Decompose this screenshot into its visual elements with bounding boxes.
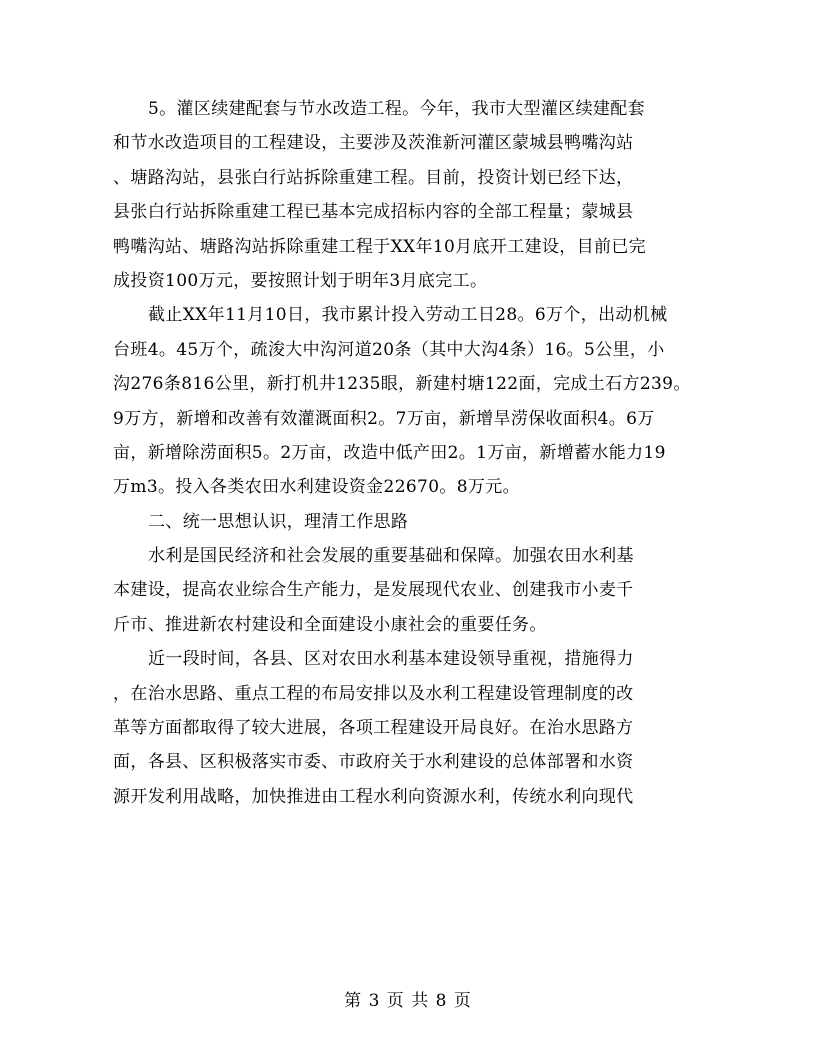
document-body bbox=[113, 92, 693, 814]
page-footer: 第 3 页 共 8 页 bbox=[344, 991, 472, 1011]
text-line: 二、统一思想认识，理清工作思路 bbox=[148, 511, 409, 532]
text-line: 水利是国民经济和社会发展的重要基础和保障。加强农田水利基 bbox=[148, 546, 634, 567]
text-line: 革等方面都取得了较大进展，各项工程建设开局良好。在治水思路方 bbox=[113, 718, 634, 739]
text-line: 9万方，新增和改善有效灌溉面积2。7万亩，新增旱涝保收面积4。6万 bbox=[113, 408, 655, 429]
text-line: 面，各县、区积极落实市委、市政府关于水利建设的总体部署和水资 bbox=[113, 752, 634, 773]
text-line: 、塘路沟站，县张白行站拆除重建工程。目前，投资计划已经下达， bbox=[113, 167, 634, 188]
text-line: 源开发利用战略，加快推进由工程水利向资源水利，传统水利向现代 bbox=[113, 786, 634, 807]
text-line: 成投资100万元，要按照计划于明年3月底完工。 bbox=[113, 270, 488, 291]
text-line: 5。灌区续建配套与节水改造工程。今年，我市大型灌区续建配套 bbox=[148, 99, 645, 119]
text-line: 本建设，提高农业综合生产能力，是发展现代农业、创建我市小麦千 bbox=[113, 580, 634, 601]
text-line: 和节水改造项目的工程建设，主要涉及茨淮新河灌区蒙城县鸭嘴沟站 bbox=[113, 133, 634, 154]
text-line: 亩，新增除涝面积5。2万亩，改造中低产田2。1万亩，新增蓄水能力19 bbox=[113, 442, 666, 463]
text-line: 截止XX年11月10日，我市累计投入劳动工日28。6万个，出动机械 bbox=[148, 305, 668, 326]
text-line: 台班4。45万个，疏浚大中沟河道20条（其中大沟4条）16。5公里，小 bbox=[113, 339, 665, 360]
text-line: 鸭嘴沟站、塘路沟站拆除重建工程于XX年10月底开工建设，目前已完 bbox=[113, 236, 647, 257]
text-line: 斤市、推进新农村建设和全面建设小康社会的重要任务。 bbox=[113, 614, 547, 635]
text-line: ，在治水思路、重点工程的布局安排以及水利工程建设管理制度的改 bbox=[113, 683, 634, 704]
text-line: 县张白行站拆除重建工程已基本完成招标内容的全部工程量；蒙城县 bbox=[113, 202, 634, 223]
text-line: 沟276条816公里，新打机井1235眼，新建村塘122面，完成土石方239。 bbox=[113, 374, 691, 395]
text-line: 万m3。投入各类农田水利建设资金22670。8万元。 bbox=[113, 477, 520, 498]
text-line: 近一段时间，各县、区对农田水利基本建设领导重视，措施得力 bbox=[148, 649, 634, 670]
